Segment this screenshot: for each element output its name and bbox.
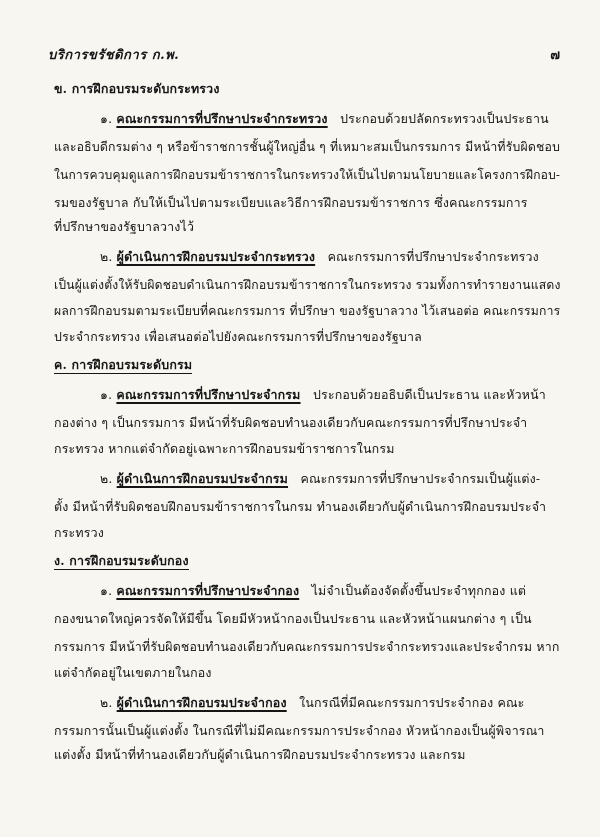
paragraph-line: รมของรัฐบาล กับให้เป็นไปตามระเบียบและวิธีการฝึกอบรมข้าราชการ ซึ่งคณะกรรมการ <box>54 195 528 210</box>
paragraph-text: ในกรณีที่มีคณะกรรมการประจำกอง คณะ <box>299 695 525 710</box>
paragraph-line <box>100 470 540 489</box>
item-number: ๑. <box>100 111 113 126</box>
item-number: ๑. <box>100 583 113 598</box>
paragraph-line: กรรมการนั้นเป็นผู้แต่งตั้ง ในกรณีที่ไม่มีคณะกรรมการประจำกอง หัวหน้ากองเป็นผู้พิจารณา <box>54 723 545 738</box>
section-heading-division-text: ง. การฝึกอบรมระดับกอง <box>54 553 189 568</box>
paragraph-line <box>100 248 539 267</box>
paragraph-text: คณะกรรมการที่ปรึกษาประจำกระทรวง <box>327 249 539 264</box>
running-title: บริการขรัชดิการ ก.พ. <box>48 48 180 63</box>
paragraph-line <box>100 386 546 405</box>
page-header <box>48 44 560 64</box>
paragraph-line <box>100 110 549 129</box>
item-number: ๒. <box>100 695 113 710</box>
paragraph-line <box>100 582 526 601</box>
item-number: ๑. <box>100 387 113 402</box>
paragraph-line: กรรมการ มีหน้าที่รับผิดชอบทำนองเดียวกับคณะกรรมการประจำกระทรวงและประจำกรม หาก <box>54 639 560 654</box>
paragraph-line: ประจำกระทรวง เพื่อเสนอต่อไปยังคณะกรรมการที่ปรึกษาของรัฐบาล <box>54 329 422 344</box>
item-title: ผู้ดำเนินการฝึกอบรมประจำกระทรวง <box>116 249 316 264</box>
paragraph-line: กระทรวง <box>54 525 105 540</box>
paragraph-line: แต่จำกัดอยู่ในเขตภายในกอง <box>54 665 212 680</box>
paragraph-line <box>100 694 525 713</box>
paragraph-text: ไม่จำเป็นต้องจัดตั้งขึ้นประจำทุกกอง แต่ <box>311 583 527 598</box>
paragraph-line: แต่งตั้ง มีหน้าที่ทำนองเดียวกับผู้ดำเนินการฝึกอบรมประจำกระทรวง และกรม <box>54 747 466 762</box>
paragraph-text: ประกอบด้วยปลัดกระทรวงเป็นประธาน <box>340 111 549 126</box>
item-title: คณะกรรมการที่ปรึกษาประจำกอง <box>116 583 300 598</box>
paragraph-text: คณะกรรมการที่ปรึกษาประจำกรมเป็นผู้แต่ง- <box>300 471 541 486</box>
paragraph-line: ในการควบคุมดูแลการฝึกอบรมข้าราชการในกระทรวงให้เป็นไปตามนโยบายและโครงการฝึกอบ- <box>54 167 561 182</box>
paragraph-line: ที่ปรึกษาของรัฐบาลวางไว้ <box>54 219 195 234</box>
item-title: ผู้ดำเนินการฝึกอบรมประจำกรม <box>116 471 289 486</box>
item-number: ๒. <box>100 249 113 264</box>
item-number: ๒. <box>100 471 113 486</box>
item-title: ผู้ดำเนินการฝึกอบรมประจำกอง <box>116 695 287 710</box>
item-title: คณะกรรมการที่ปรึกษาประจำกระทรวง <box>116 111 328 126</box>
paragraph-line: กระทรวง หากแต่จำกัดอยู่เฉพาะการฝึกอบรมข้าราชการในกรม <box>54 441 395 456</box>
section-heading-ministry-text: ข. การฝึกอบรมระดับกระทรวง <box>54 81 220 96</box>
section-heading-department-text: ค. การฝึกอบรมระดับกรม <box>54 357 193 372</box>
paragraph-line: ตั้ง มีหน้าที่รับผิดชอบฝึกอบรมข้าราชการในกรม ทำนองเดียวกับผู้ดำเนินการฝึกอบรมประจำ <box>54 499 547 514</box>
item-title: คณะกรรมการที่ปรึกษาประจำกรม <box>116 387 301 402</box>
section-heading-department <box>54 356 192 375</box>
page-number: ๗ <box>550 48 560 63</box>
paragraph-line: เป็นผู้แต่งตั้งให้รับผิดชอบดำเนินการฝึกอบรมข้าราชการในกระทรวง รวมทั้งการทำรายงานแสดง <box>54 277 561 292</box>
section-heading-division <box>54 552 189 571</box>
section-heading-ministry <box>54 80 220 99</box>
paragraph-line: และอธิบดีกรมต่าง ๆ หรือข้าราชการชั้นผู้ใหญ่อื่น ๆ ที่เหมาะสมเป็นกรรมการ มีหน้าที่รับผิดชอบ <box>54 139 561 154</box>
paragraph-line: กองต่าง ๆ เป็นกรรมการ มีหน้าที่รับผิดชอบทำนองเดียวกับคณะกรรมการที่ปรึกษาประจำ <box>54 415 528 430</box>
paragraph-line: กองขนาดใหญ่ควรจัดให้มีขึ้น โดยมีหัวหน้ากองเป็นประธาน และหัวหน้าแผนกต่าง ๆ เป็น <box>54 611 532 626</box>
paragraph-text: ประกอบด้วยอธิบดีเป็นประธาน และหัวหน้า <box>312 387 546 402</box>
paragraph-line: ผลการฝึกอบรมตามระเบียบที่คณะกรรมการ ที่ปรึกษา ของรัฐบาลวาง ไว้เสนอต่อ คณะกรรมการ <box>54 303 561 318</box>
